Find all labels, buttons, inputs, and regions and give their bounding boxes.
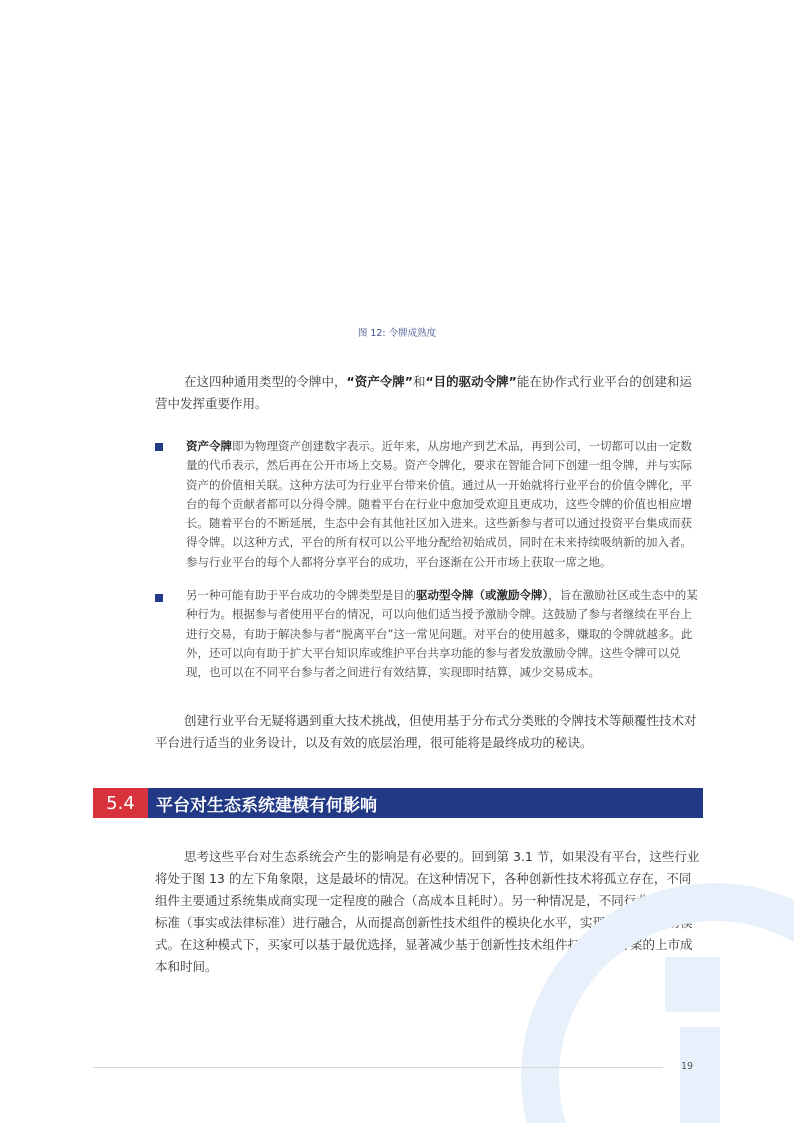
asset-token-term: “资产令牌”	[346, 374, 413, 389]
figure-caption: 图 12: 令牌成熟度	[357, 328, 437, 339]
section-body-paragraph: 思考这些平台对生态系统会产生的影响是有必要的。回到第 3.1 节，如果没有平台，这些行业将处于图 13 的左下角象限，这是最坏的情况。在这种情况下，各种创新性技术将孤立存在，不同组件主要通过系统集成商实现一定程度的融合（高成本且耗时）。另一种情况是，不同行业基于统一标准（事实或法律标准）进行融合，从而提高创新性技术组件的模块化水平，实现一种开放市场模式。在这种模式下，买家可以基于最优选择，显著减少基于创新性技术组件打造解决方案的上市成本和时间。	[155, 849, 700, 974]
purpose-token-term: “目的驱动令牌”	[425, 374, 517, 389]
section-header	[93, 788, 703, 818]
footer-divider	[93, 1067, 663, 1068]
bullet-square-icon	[155, 594, 163, 602]
section-number: 5.4	[93, 788, 148, 818]
bullet-square-icon	[155, 443, 163, 451]
section-title: 平台对生态系统建模有何影响	[148, 788, 703, 818]
closing-paragraph: 创建行业平台无疑将遇到重大技术挑战，但使用基于分布式分类账的令牌技术等颠覆性技术对平台进行适当的业务设计，以及有效的底层治理，很可能将是最终成功的秘诀。	[155, 713, 697, 750]
bullet-asset-token	[155, 437, 700, 572]
page-number: 19	[681, 1061, 694, 1072]
watermark-logo-icon	[505, 862, 794, 1123]
bullet-incentive-token	[155, 586, 700, 682]
bullet-text: 另一种可能有助于平台成功的令牌类型是目的驱动型令牌（或激励令牌），旨在激励社区或生态中的某种行为。根据参与者使用平台的情况，可以向他们适当授予激励令牌。这鼓励了参与者继续在平台上进行交易，有助于解决参与者“脱离平台”这一常见问题。对平台的使用越多，赚取的令牌就越多。此外，还可以向有助于扩大平台知识库或维护平台共享功能的参与者发放激励令牌。这些令牌可以兑现，也可以在不同平台参与者之间进行有效结算，实现即时结算，减少交易成本。	[186, 588, 698, 680]
intro-paragraph: 在这四种通用类型的令牌中，“资产令牌”和“目的驱动令牌”能在协作式行业平台的创建和运营中发挥重要作用。	[155, 374, 692, 411]
bullet-text: 资产令牌即为物理资产创建数字表示。近年来，从房地产到艺术品，再到公司，一切都可以由一定数量的代币表示，然后再在公开市场上交易。资产令牌化，要求在智能合同下创建一组令牌，并与实际资产的价值相关联。这种方法可为行业平台带来价值。通过从一开始就将行业平台的价值令牌化，平台的每个贡献者都可以分得令牌。随着平台在行业中愈加受欢迎且更成功，这些令牌的价值也相应增长。随着平台的不断延展，生态中会有其他社区加入进来。这些新参与者可以通过投资平台集成而获得令牌。以这种方式，平台的所有权可以公平地分配给初始成员，同时在未来持续吸纳新的加入者。参与行业平台的每个人都将分享平台的成功，平台逐渐在公开市场上获取一席之地。	[186, 439, 692, 569]
